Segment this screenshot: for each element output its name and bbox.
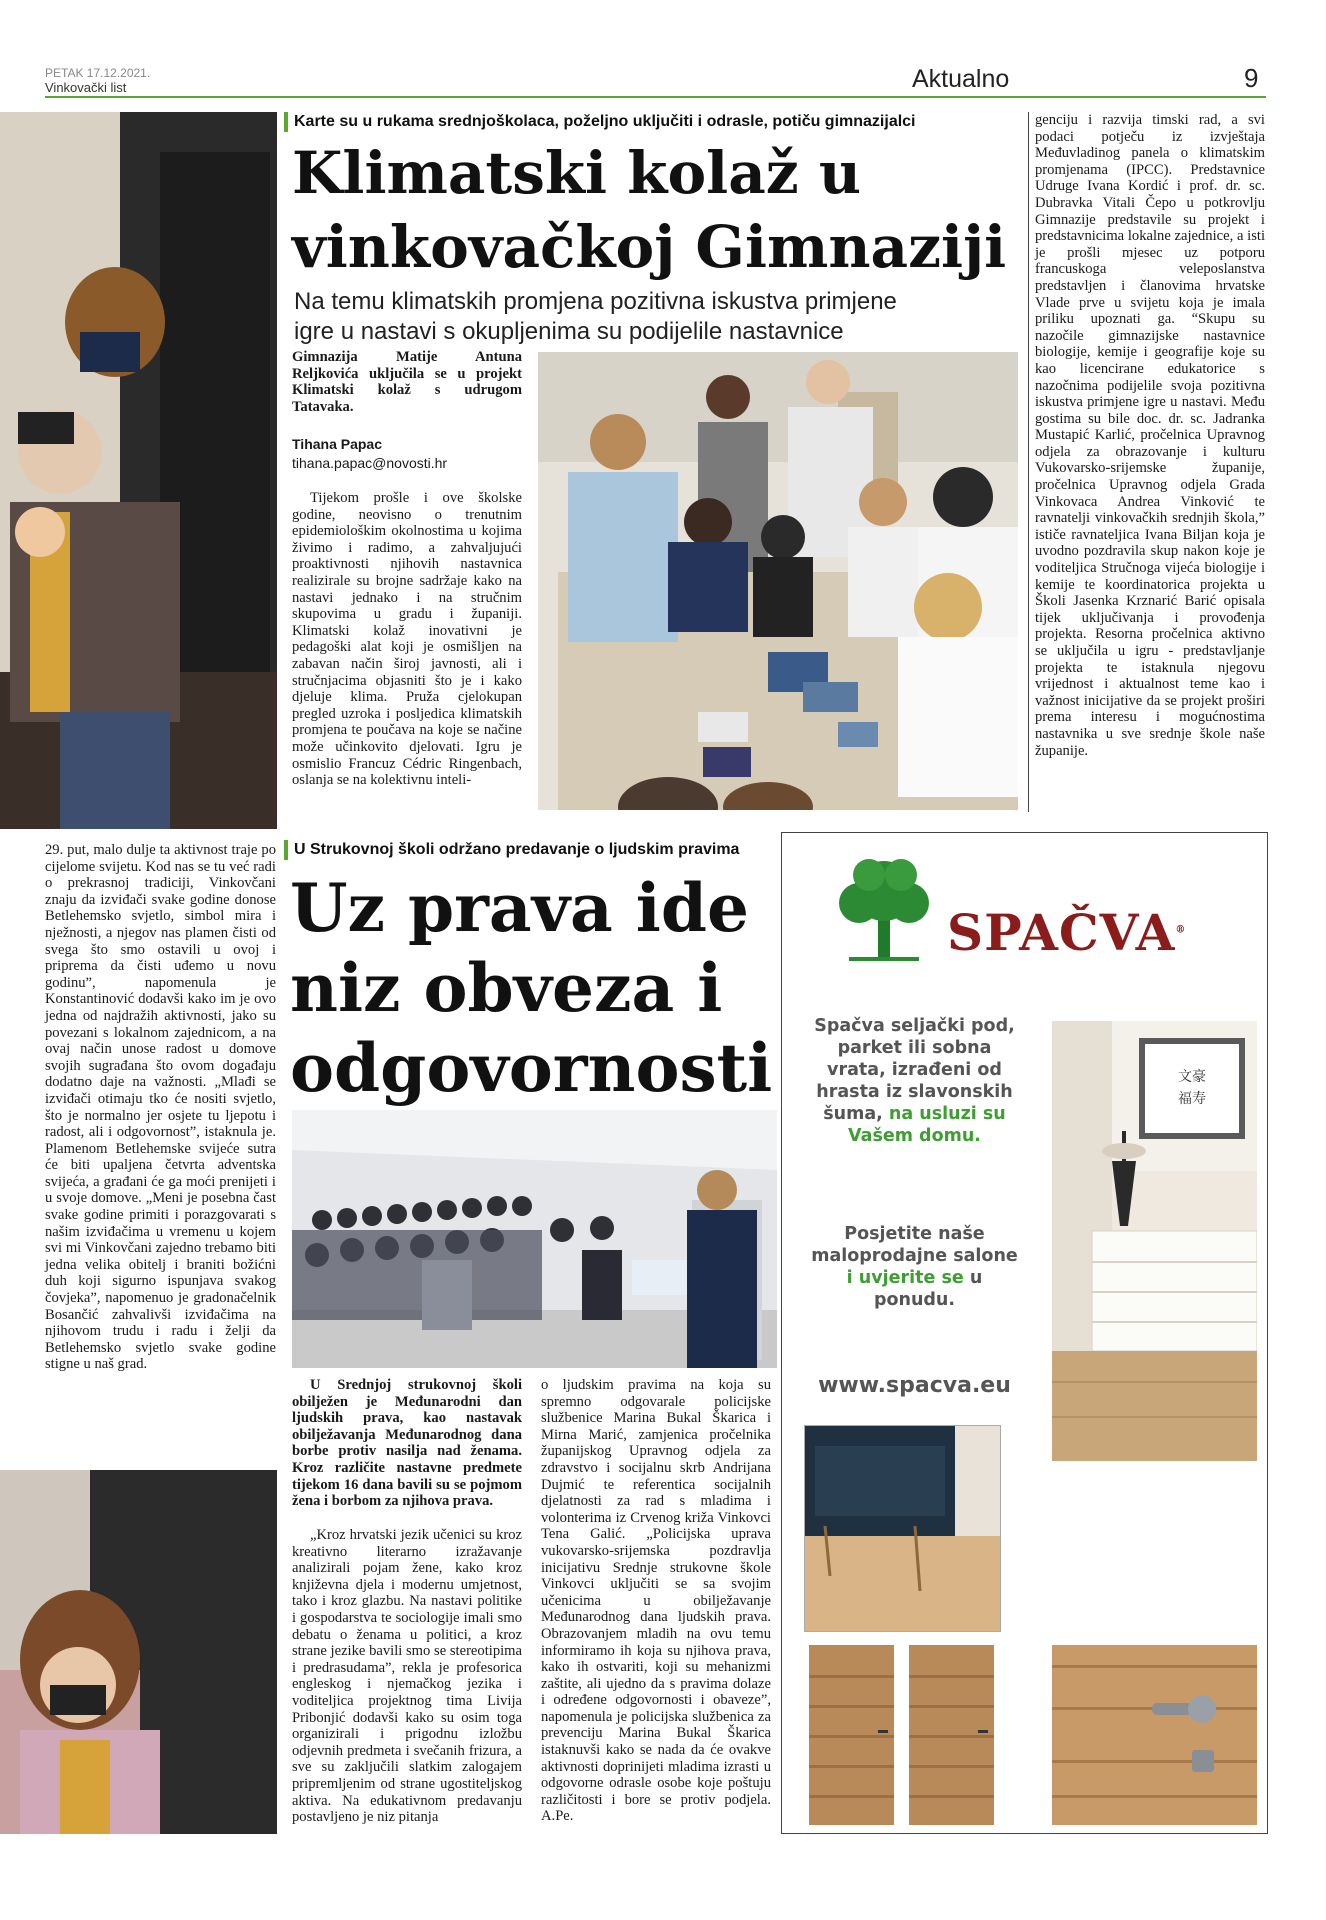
article1-deck-line1: Na temu klimatskih promjena pozitivna iskustva primjene <box>294 288 897 315</box>
article1-headline-line2: vinkovačkoj Gimnaziji <box>292 213 1007 281</box>
scouts-photo-bottom-image <box>0 1470 277 1834</box>
doors-photo-image <box>804 1645 999 1825</box>
ad-visit-text-accent: i uvjerite se <box>846 1268 964 1288</box>
section-title: Aktualno <box>912 65 1010 93</box>
newspaper-name: Vinkovački list <box>45 80 127 95</box>
spacva-advertisement[interactable] <box>781 832 1268 1834</box>
article1-body-paragraph: Tijekom prošle i ove školske godine, neovisno o trenutnim epidemiološkim okolnostima u kojima živimo i radimo, a zahvaljujući proaktivnosti njihovih nastavnica realizirale su brojne sadržaje kako na nastavi jednako i na stručnim skupovima u gradu i županiji. Klimatski kolaž inovativni je pedagoški alat koji je osmišljen na zabavan način široj javnosti, ali i stručnjacima objasniti što je i kako djeluje klima. Pruža cjelokupan pregled uzroka i posljedica klimatskih promjena te poučava na koje se načine može učinkovito djelovati. Igru je osmislio Francuz Cédric Ringenbach, oslanja se na kolektivnu inteli- <box>292 490 522 789</box>
article1-photo <box>538 352 1018 810</box>
floor-photo <box>804 1425 1001 1632</box>
door-handle-photo <box>1052 1645 1257 1825</box>
interior-photo <box>1052 1021 1257 1461</box>
article1-body <box>292 490 522 789</box>
issue-date: PETAK 17.12.2021. <box>45 66 151 80</box>
article2-body-right <box>541 1377 771 1825</box>
article2-kicker-bar <box>284 840 288 860</box>
spacva-brand <box>947 903 1186 962</box>
article1-deck-line2: igre u nastavi s okupljenima su podijelile nastavnice <box>294 318 844 345</box>
article2-lead: U Srednjoj strukovnoj školi obilježen je Međunarodni dan ljudskih prava, kao nastavak obilježavanja Međunarodnog dana borbe protiv nasilja nad ženama. Kroz različite nastavne predmete tijekom 16 dana bavili su se pojmom žena i borbom za njihova prava. <box>292 1377 522 1510</box>
article2-headline-line1: Uz prava ide <box>290 869 750 947</box>
article2-headline-line2: niz obveza i <box>290 949 723 1027</box>
article2-body-left-paragraph: „Kroz hrvatski jezik učenici su kroz kreativno literarno izražavanje analizirali pojam žene, kako kroz književna djela i modernu umjetnost, tako i kroz glazbu. Na nastavi politike i gospodarstva te sociologije imali smo debatu o ženama u politici, a kroz strane jezike bavili smo se stereotipima i predrasudama”, rekla je profesorica engleskog i njemačkog jezika i voditeljica projektnog tima Livija Pribonjić dodavši kako su osim toga organizirali i prigodnu izložbu odjevnih predmeta i svečanih frizura, a sve su zaključili slatkim zalogajem pripremljenim od strane ugostiteljskog aktiva. Na edukativnom predavanju postavljeno je niz pitanja <box>292 1527 522 1826</box>
left-column-text: 29. put, malo dulje ta aktivnost traje po cijelome svijetu. Kod nas se tu već radi o prekrasnoj tradiciji, Vinkovčani znaju da izviđači svake godine donose Betlehemsko svjetlo, simbol mira i nježnosti, a njegov nas plamen čisti od svega što smo ostavili u ovoj i priprema da čisti uđemo u novu godinu”, napomenula je Konstantinović dodavši kako im je ovo jedna od najdražih aktivnosti, jako su povezani s lokalnom zajednicom, a na ovaj način unose radost u domove svojih sugrađana što ovom događaju dodatno daje na važnosti. „Mlađi se izviđači otimaju tko će nositi svjetlo, što je normalno jer osjete tu ljepotu i radost, ali i odgovornost”, istaknula je. Plamenom Betlehemske svijeće sutra će biti upaljena četvrta adventska svijeća, a građani će ga moći prenijeti i u svoje domove. „Meni je posebna čast svake godine primiti i porazgovarati s našim izviđačima u vremenu u kojem svi mi Vinkovčani zajedno trebamo biti jedna velika obitelj i braniti božićni duh koji sigurno ispunjava svakog čovjeka”, napomenuo je gradonačelnik Bosančić zahvalivši izviđačima na njihovom trudu i radu i želji da Betlehemsko svjetlo svake godine stigne u naš grad. <box>45 842 276 1373</box>
ad-visit-text-main: Posjetite naše maloprodajne salone <box>811 1224 1018 1266</box>
tree-logo-icon <box>834 853 934 968</box>
article1-author: Tihana Papac <box>292 436 383 452</box>
article2-body-left <box>292 1527 522 1826</box>
artwork-calligraphy-2: 福寿 <box>1178 1091 1206 1107</box>
doors-photo <box>804 1645 999 1825</box>
scouts-photo-top <box>0 112 277 829</box>
page-number: 9 <box>1244 63 1259 93</box>
classroom-game-image <box>538 352 1018 810</box>
article1-body-right <box>1035 112 1265 759</box>
article2-photo <box>292 1110 777 1368</box>
article1-headline-line1: Klimatski kolaž u <box>292 139 862 207</box>
spacva-brand-name: SPAČVA <box>947 903 1176 962</box>
interior-photo-image <box>1052 1021 1257 1461</box>
artwork-calligraphy: 文豪 <box>1178 1069 1206 1085</box>
article1-column-rule <box>1028 112 1029 812</box>
floor-photo-image <box>805 1426 1000 1631</box>
lecture-hall-image <box>292 1110 777 1368</box>
header-rule <box>45 96 1266 98</box>
article2-kicker: U Strukovnoj školi održano predavanje o ljudskim pravima <box>294 841 740 858</box>
article1-lead: Gimnazija Matije Antuna Reljkovića uključila se u projekt Klimatski kolaž s udrugom Tatavaka. <box>292 349 522 415</box>
article1-kicker-bar <box>284 112 288 132</box>
article1-email[interactable]: tihana.papac@novosti.hr <box>292 455 448 471</box>
article1-kicker: Karte su u rukama srednjoškolaca, poželjno uključiti i odrasle, potiču gimnazijalci <box>294 113 916 130</box>
ad-offer-text-main: Spačva seljački pod, parket ili sobna vrata, izrađeni od hrasta iz slavonskih šuma, <box>814 1016 1015 1124</box>
ad-offer-text-accent: na usluzi su Vašem domu. <box>848 1104 1006 1146</box>
ad-website-link[interactable]: www.spacva.eu <box>818 1373 1011 1398</box>
ad-visit-text-end: u ponudu. <box>873 1268 983 1310</box>
article1-body-right-paragraph: genciju i razvija timski rad, a svi podaci potječu iz izvještaja Međuvladinog panela o klimatskim promjenama (IPCC). Predstavnice Udruge Ivana Kordić i prof. dr. sc. Dubravka Vitali Čepo u potkrovlju Gimnazije predstavile su projekt i predstavnicima lokalne zajednice, a isti je prošli mjesec uz potporu francuskoga veleposlanstva predstavljen i članovima hrvatske Vlade prve u svijetu koja je imala priliku upoznati ga. “Skupu su nazočile gimnazijske nastavnice biologije, kemije i geografije koje su kao licencirane edukatorice s nazočnima podijelile svoja pozitivna iskustva primjene igre u nastavi. Među gostima su bile doc. dr. sc. Jadranka Mustapić Karlić, pročelnica Upravnog odjela za obrazovanje i kulturu Vukovarsko-srijemske županije, pročelnica Upravnog odjela Grada Vinkovaca Andrea Vinković te ravnatelji vinkovačkih srednjih škola,” ističe ravnateljica Ivana Biljan koja je uvodno pozdravila skup nakon koje je voditeljica Stručnoga vijeća biologije i kemije te koordinatorica projekta u Školi Jasenka Krznarić Barić opisala tijek uključivanja i provođenja projekta. Resorna pročelnica aktivno se uključila u igru - predstavljanje projekta te istaknula njegovu vrijednost i aktualnost teme kao i važnost inicijative da se projekt proširi prema interesu i mogućnostima nastavnika u sve srednje škole naše županije. <box>1035 112 1265 759</box>
ad-offer-text <box>807 1015 1022 1147</box>
ad-visit-text <box>807 1223 1022 1311</box>
registered-mark: ® <box>1175 924 1187 936</box>
article2-body-right-paragraph: o ljudskim pravima na koja su spremno odgovarale policijske službenice Marina Bukal Škarica i Mirna Marić, zamjenica pročelnika županijskog Upravnog odjela za zdravstvo i socijalnu skrb Andrijana Dujmić te referentica socijalnih djelatnosti za rad s mladima i volonterima iz Crvenog križa Vinkovci Tena Galić. „Policijska uprava vukovarsko-srijemska pozdravlja inicijativu Srednje strukovne škole Vinkovci uključiti se sa svojim učenicima u obilježavanje Međunarodnog dana ljudskih prava. Obrazovanjem mladih na ovu temu informiramo ih koja su njihova prava, kako ih ostvariti, koji su mehanizmi zaštite, ali ujedno da s pravima dolaze i određene odgovornosti i obaveze”, napomenula je policijska službenica za prevenciju Marina Bukal Škarica istaknuvši kako se nada da će ovakve aktivnosti doprinijeti mladima izrasti u odgovorne odrasle osobe koje poštuju različitosti i bore se protiv podjela. A.Pe. <box>541 1377 771 1825</box>
door-handle-photo-image <box>1052 1645 1257 1825</box>
article2-headline-line3: odgovornosti <box>290 1029 773 1107</box>
scouts-photo-top-image <box>0 112 277 829</box>
scouts-photo-bottom <box>0 1470 277 1834</box>
